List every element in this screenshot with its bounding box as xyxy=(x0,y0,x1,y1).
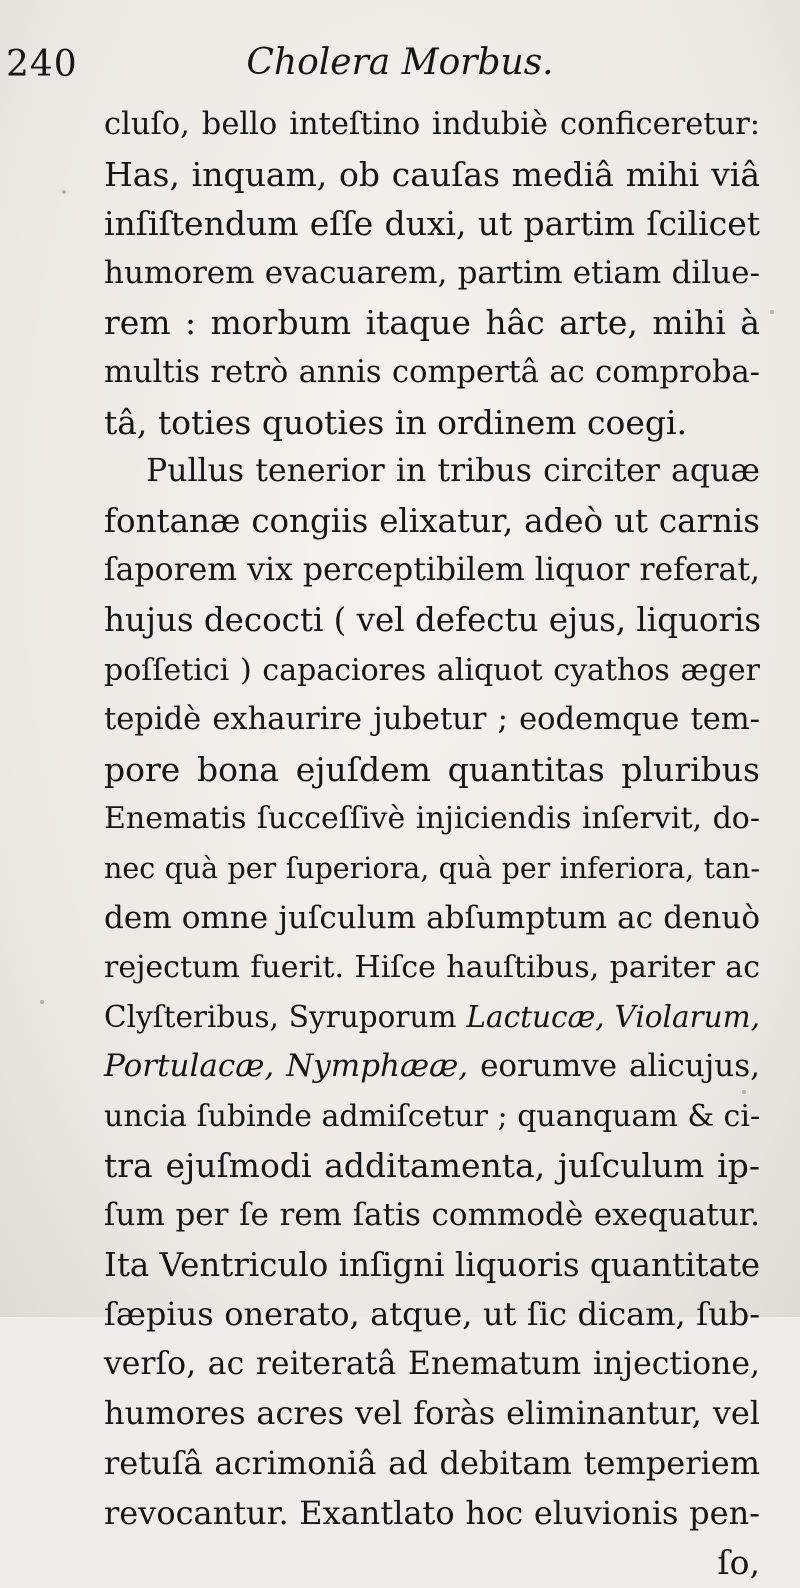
text-line: multis retrò annis compertâ ac comproba- xyxy=(104,354,760,390)
text-line: inſiſtendum eſſe duxi, ut partim ſcilicet xyxy=(104,204,760,244)
text-line: nec quà per ſuperiora, quà per inferiora, tan- xyxy=(104,851,760,885)
italic-segment: Lactucæ, Violarum, xyxy=(466,999,760,1034)
paper-speck xyxy=(62,190,66,194)
text-line: tra ejuſmodi additamenta, juſculum ip- xyxy=(104,1146,760,1186)
text-line: verſo, ac reiteratâ Enematum injectione, xyxy=(104,1345,760,1382)
text-line: revocantur. Exantlato hoc eluvionis pen- xyxy=(104,1493,760,1532)
text-line: rem : morbum itaque hâc arte, mihi à xyxy=(104,303,760,343)
text-line: tepidè exhaurire jubetur ; eodemque tem- xyxy=(104,702,760,738)
text-line: ſaporem vix perceptibilem liquor referat, xyxy=(104,552,760,589)
text-line: Enematis ſucceſſivè injiciendis inſervit, do- xyxy=(104,801,760,837)
page-header xyxy=(0,40,800,90)
text-line: pore bona ejuſdem quantitas pluribus xyxy=(104,749,760,789)
text-line: humores acres vel foràs eliminantur, vel xyxy=(104,1394,760,1433)
text-line: uncia ſubinde admiſcetur ; quanquam & ci- xyxy=(104,1098,761,1134)
text-line: tâ, toties quoties in ordinem coegi. xyxy=(104,402,688,442)
text-line: ſæpius onerato, atque, ut ſic dicam, ſub- xyxy=(104,1295,760,1334)
text-line: humorem evacuarem, partim etiam dilue- xyxy=(104,254,760,291)
page-number: 240 xyxy=(6,44,78,85)
text-line: dem omne juſculum abſumptum ac denuò xyxy=(104,899,760,936)
roman-segment: eorumve alicujus, xyxy=(468,1048,761,1085)
running-title: Cholera Morbus. xyxy=(246,42,554,83)
italic-segment: Portulacæ, Nymphææ, xyxy=(104,1048,469,1085)
text-line: Has, inquam, ob cauſas mediâ mihi viâ xyxy=(104,154,760,194)
text-line-mixed xyxy=(104,1042,760,1092)
text-line: hujus decocti ( vel defectu ejus, liquoris xyxy=(104,600,762,639)
text-line-mixed xyxy=(104,993,760,1043)
text-line: ſum per ſe rem ſatis commodè exequatur. xyxy=(104,1197,760,1234)
text-line: cluſo, bello inteſtino indubiè conficeretur: xyxy=(104,107,760,142)
body-text xyxy=(104,100,760,1588)
text-line: retuſâ acrimoniâ ad debitam temperiem xyxy=(104,1444,760,1483)
text-line: rejectum fuerit. Hiſce hauſtibus, pariter ac xyxy=(104,950,760,986)
paper-speck xyxy=(770,310,774,314)
text-line: poſſetici ) capaciores aliquot cyathos æger xyxy=(104,652,760,688)
paper-speck xyxy=(742,1090,746,1094)
catchword-line: ſo, xyxy=(717,1543,760,1583)
paper-speck xyxy=(40,1000,44,1004)
roman-segment: Clyſteribus, Syruporum xyxy=(104,999,467,1034)
text-line: Ita Ventriculo inſigni liquoris quantitate xyxy=(104,1245,761,1284)
paragraph-start-line: Pullus tenerior in tribus circiter aquæ xyxy=(146,453,760,490)
text-line: fontanæ congiis elixatur, adeò ut carnis xyxy=(104,501,760,540)
